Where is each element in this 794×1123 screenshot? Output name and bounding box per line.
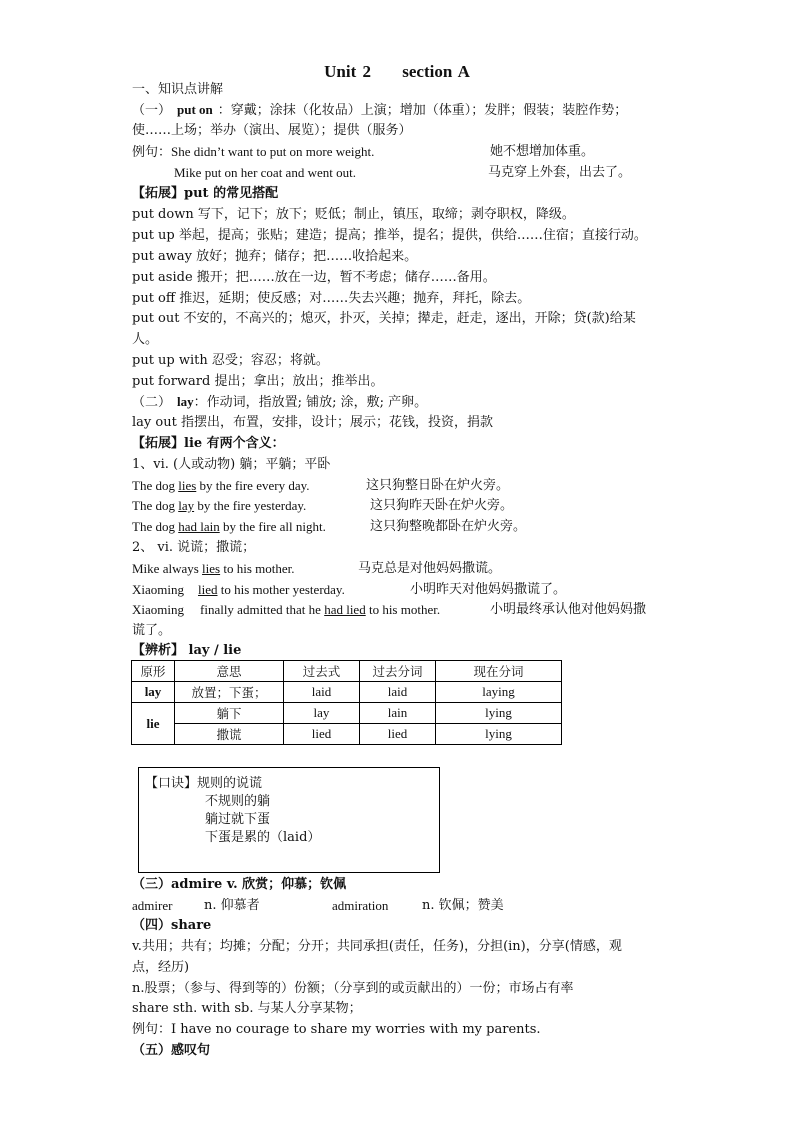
example-translation: 马克总是对他妈妈撒谎。: [358, 561, 502, 576]
table-cell: lay: [132, 682, 175, 703]
table-header: 现在分词: [436, 661, 562, 682]
example-sentence: Xiaoming lied to his mother yesterday.: [132, 582, 345, 597]
table-header-row: [132, 661, 562, 682]
table-header: 过去分词: [360, 661, 436, 682]
example-sentence: Mike put on her coat and went out.: [174, 165, 356, 180]
phrase-entry: put off 推迟，延期；使反感；对……失去兴趣；抛弃，拜托，除去。: [132, 291, 531, 306]
table-cell: lied: [284, 724, 360, 745]
mnemonic-box: [138, 767, 440, 873]
example-translation: 这只狗整晚都卧在炉火旁。: [370, 519, 527, 534]
table-cell: laid: [360, 682, 436, 703]
word-form-meaning: n. 钦佩；赞美: [422, 898, 504, 913]
table-row: [132, 724, 562, 745]
lie-meaning-1: 1、vi. (人或动物) 躺；平躺；平卧: [132, 457, 331, 472]
share-heading: （四）share: [132, 918, 212, 933]
phrase-entry-cont: 人。: [132, 332, 159, 347]
table-cell: 躺下: [175, 703, 284, 724]
lay-definition: [132, 394, 427, 411]
mnemonic-line: 【口诀】规则的说谎: [145, 776, 263, 791]
example-sentence: Xiaoming finally admitted that he had lied to his mother.: [132, 602, 441, 617]
lay-lie-table: [131, 660, 562, 745]
table-cell: 撒谎: [175, 724, 284, 745]
table-header: 过去式: [284, 661, 360, 682]
phrase-entry: lay out 指摆出，布置，安排，设计；展示；花钱，投资，捐款: [132, 415, 493, 430]
extension-heading: 【拓展】lie 有两个含义：: [132, 436, 285, 451]
mnemonic-line: 不规则的躺: [205, 794, 271, 809]
share-noun-meaning: n.股票；（参与、得到等的）份额；（分享到的或贡献出的）一份；市场占有率: [132, 981, 574, 996]
mnemonic-line: 下蛋是累的（laid）: [205, 830, 321, 845]
example-translation: 马克穿上外套，出去了。: [488, 165, 632, 180]
phrase-entry: put up with 忍受；容忍；将就。: [132, 353, 329, 368]
example-translation: 这只狗整日卧在炉火旁。: [366, 478, 510, 493]
example-sentence: The dog lies by the fire every day.: [132, 478, 310, 493]
table-cell: lain: [360, 703, 436, 724]
share-phrase: share sth. with sb. 与某人分享某物；: [132, 1001, 362, 1016]
table-cell: lying: [436, 703, 562, 724]
exclamation-heading: （五）感叹句: [132, 1043, 211, 1058]
word-form-meaning: n. 仰慕者: [204, 898, 260, 913]
table-header: 原形: [132, 661, 175, 682]
phrase-entry: put up 举起，提高；张贴；建造；提高；推举，提名；提供，供给……住宿；直接行动。: [132, 228, 647, 243]
example-translation: 她不想增加体重。: [490, 144, 595, 159]
word-form: admiration: [332, 898, 389, 913]
table-cell: 放置；下蛋；: [175, 682, 284, 703]
example-translation-cont: 谎了。: [132, 623, 172, 638]
example-sentence: The dog lay by the fire yesterday.: [132, 498, 307, 513]
phrase-entry: put away 放好；抛弃；储存；把……收拾起来。: [132, 249, 418, 264]
term: put on: [177, 102, 213, 117]
definition: ：作动词，指放置; 铺放; 涂，敷; 产卵。: [193, 395, 428, 410]
share-verb-meaning-cont: 点，经历): [132, 960, 190, 975]
comparison-heading: 【辨析】 lay / lie: [132, 643, 242, 658]
table-cell: laying: [436, 682, 562, 703]
definition: ：穿戴；涂抹（化妆品）上演；增加（体重）；发胖；假装；装腔作势；: [217, 103, 628, 118]
lie-meaning-2: 2、 vi. 说谎；撒谎；: [132, 540, 256, 555]
put-on-definition: [132, 102, 627, 119]
document-title: Unit 2 section A: [324, 62, 470, 81]
example-sentence: Mike always lies to his mother.: [132, 561, 295, 576]
example-sentence: 例句：I have no courage to share my worries with my parents.: [132, 1022, 541, 1037]
example-sentence: The dog had lain by the fire all night.: [132, 519, 326, 534]
phrase-entry: put out 不安的，不高兴的；熄灭，扑灭，关掉；撵走，赶走，逐出，开除；贷(款)给某: [132, 311, 636, 326]
table-cell: lied: [360, 724, 436, 745]
table-row: [132, 682, 562, 703]
table-row: [132, 703, 562, 724]
mnemonic-line: 躺过就下蛋: [205, 812, 271, 827]
phrase-entry: put forward 提出；拿出；放出；推举出。: [132, 374, 384, 389]
term: lay: [177, 394, 194, 409]
put-on-definition-cont: 使……上场；举办（演出、展览）；提供（服务）: [132, 123, 412, 138]
example-translation: 小明昨天对他妈妈撒谎了。: [410, 582, 567, 597]
table-cell: laid: [284, 682, 360, 703]
phrase-entry: put down 写下，记下；放下；贬低；制止，镇压，取缔；剥夺职权，降级。: [132, 207, 575, 222]
table-cell: lay: [284, 703, 360, 724]
item-number: （二）: [132, 395, 172, 410]
example-translation: 小明最终承认他对他妈妈撒: [490, 602, 647, 617]
table-header: 意思: [175, 661, 284, 682]
table-cell: lie: [132, 703, 175, 745]
share-verb-meaning: v.共用；共有；均摊；分配；分开；共同承担(责任，任务)，分担(in)，分享(情感，观: [132, 939, 622, 954]
extension-heading: 【拓展】put 的常见搭配: [132, 186, 279, 201]
word-form: admirer: [132, 898, 173, 913]
table-cell: lying: [436, 724, 562, 745]
example-translation: 这只狗昨天卧在炉火旁。: [370, 498, 514, 513]
item-number: （一）: [132, 103, 172, 118]
example-sentence: 例句：She didn’t want to put on more weight.: [132, 144, 375, 159]
section-heading: 一、知识点讲解: [132, 82, 224, 97]
phrase-entry: put aside 搬开；把……放在一边，暂不考虑；储存……备用。: [132, 270, 496, 285]
admire-heading: （三）admire v. 欣赏；仰慕；钦佩: [132, 877, 347, 892]
